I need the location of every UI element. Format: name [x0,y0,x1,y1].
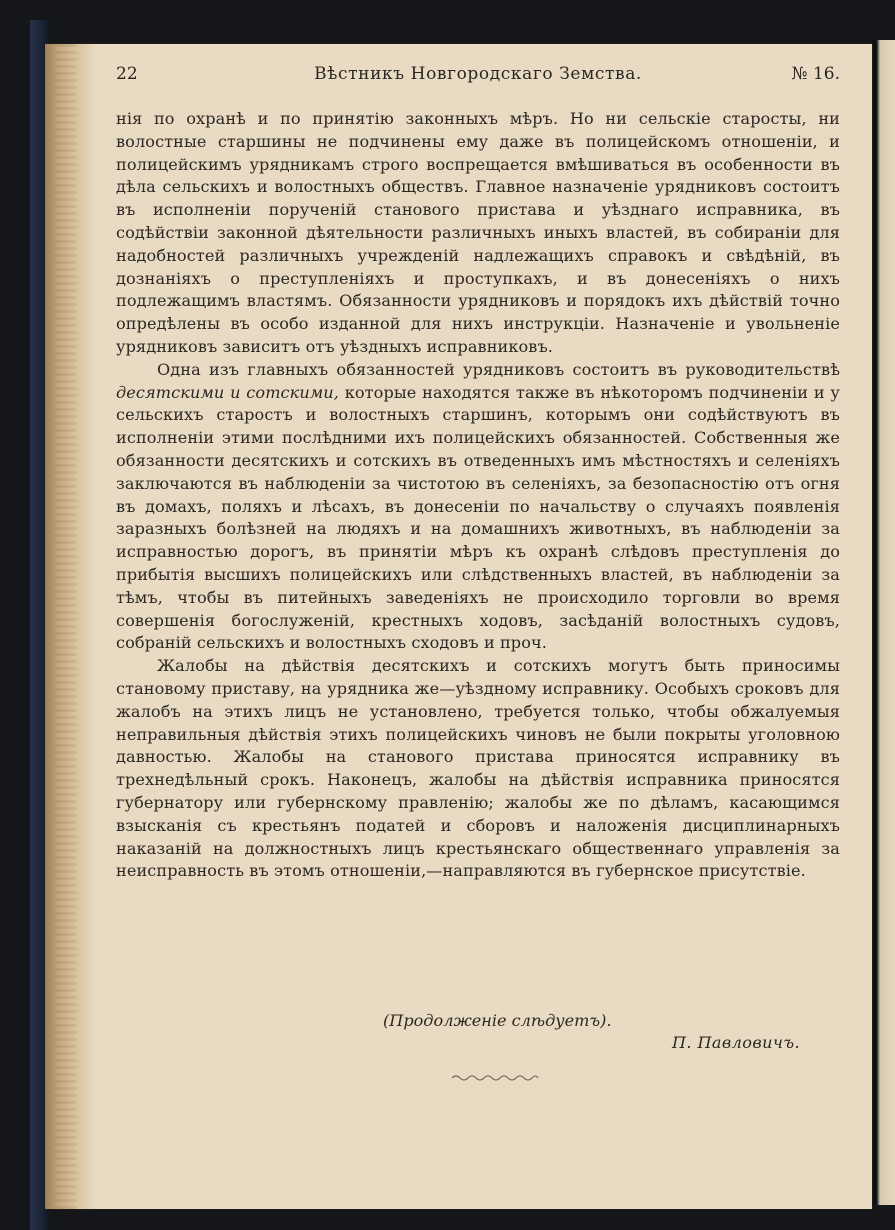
paragraph-1: нія по охранѣ и по принятію законныхъ мѣръ. Но ни сельскіе старосты, ни волостные старшины не подчинены ему даже въ полицейскомъ отношеніи, и полицейскимъ урядникамъ строго воспрещается вмѣшиваться въ особенности въ дѣла сельскихъ и волостныхъ обществъ. Главное назначеніе урядниковъ состоитъ въ исполненіи порученій станового пристава и уѣзднаго исправника, въ содѣйствіи законной дѣятельности различныхъ иныхъ властей, въ собираніи для надобностей различныхъ учрежденій надлежащихъ справокъ и свѣдѣній, въ дознаніяхъ о преступленіяхъ и проступкахъ, и въ донесеніяхъ о нихъ подлежащимъ властямъ. Обязанности урядниковъ и порядокъ ихъ дѣйствій точно опредѣлены въ особо изданной для нихъ инструкціи. Назначеніе и увольненіе урядниковъ зависитъ отъ уѣздныхъ исправниковъ. [116,109,840,356]
running-header [116,62,840,90]
paragraph-2-emphasis: десятскими и сотскими, [116,382,339,402]
page-number: 22 [116,64,138,84]
paragraph-2-text-a: Одна изъ главныхъ обязанностей урядниковъ состоитъ въ руководительствѣ [157,359,840,379]
wavy-divider-ornament [450,1072,540,1084]
article-body [116,108,840,883]
adjacent-page-edge [872,40,895,1205]
article-closing [116,1011,840,1057]
author-signature: П. Павловичъ. [672,1033,800,1052]
paragraph-3: Жалобы на дѣйствія десятскихъ и сотскихъ могутъ быть приносимы становому приставу, на урядника же—уѣздному исправнику. Особыхъ сроковъ для жалобъ на этихъ лицъ не установлено, требуется только, чтобы обжалуемыя неправильныя дѣйствія этихъ полицейскихъ чиновъ не были покрыты уголовною давностью. Жалобы на станового пристава приносятся исправнику въ трехнедѣльный срокъ. Наконецъ, жалобы на дѣйствія исправника приносятся губернатору или губернскому правленію; жалобы же по дѣламъ, касающимся взысканія съ крестьянъ податей и сборовъ и наложенія дисциплинарныхъ наказаній на должностныхъ лицъ крестьянскаго общественнаго управленія за неисправность въ этомъ отношеніи,—направляются въ губернское присутствіе. [116,656,840,881]
paragraph-2 [116,359,840,655]
journal-title: Вѣстникъ Новгородскаго Земства. [314,64,642,84]
page-gutter [45,44,97,1209]
paragraph-2-text-b: которые находятся также въ нѣкоторомъ подчиненіи и у сельскихъ старостъ и волостныхъ старшинъ, которымъ они содѣйствуютъ въ исполненіи этими послѣдними ихъ полицейскихъ обязанностей. Собственныя же обязанности десятскихъ и сотскихъ въ отведенныхъ имъ мѣстностяхъ и селеніяхъ заключаются въ наблюденіи за чистотою въ селеніяхъ, за безопасностію отъ огня въ домахъ, поляхъ и лѣсахъ, въ донесеніи по начальству о случаяхъ появленія заразныхъ болѣзней на людяхъ и на домашнихъ животныхъ, въ наблюденіи за исправностью дорогъ, въ принятіи мѣръ къ охранѣ слѣдовъ преступленія до прибытія высшихъ полицейскихъ или слѣдственныхъ властей, въ наблюденіи за тѣмъ, чтобы въ питейныхъ заведеніяхъ не происходило торговли во время совершенія богослуженій, крестныхъ ходовъ, засѣданій волостныхъ судовъ, собраній сельскихъ и волостныхъ сходовъ и проч. [116,382,840,653]
issue-number: № 16. [791,64,840,84]
continuation-note: (Продолженіе слѣдуетъ). [383,1011,612,1030]
